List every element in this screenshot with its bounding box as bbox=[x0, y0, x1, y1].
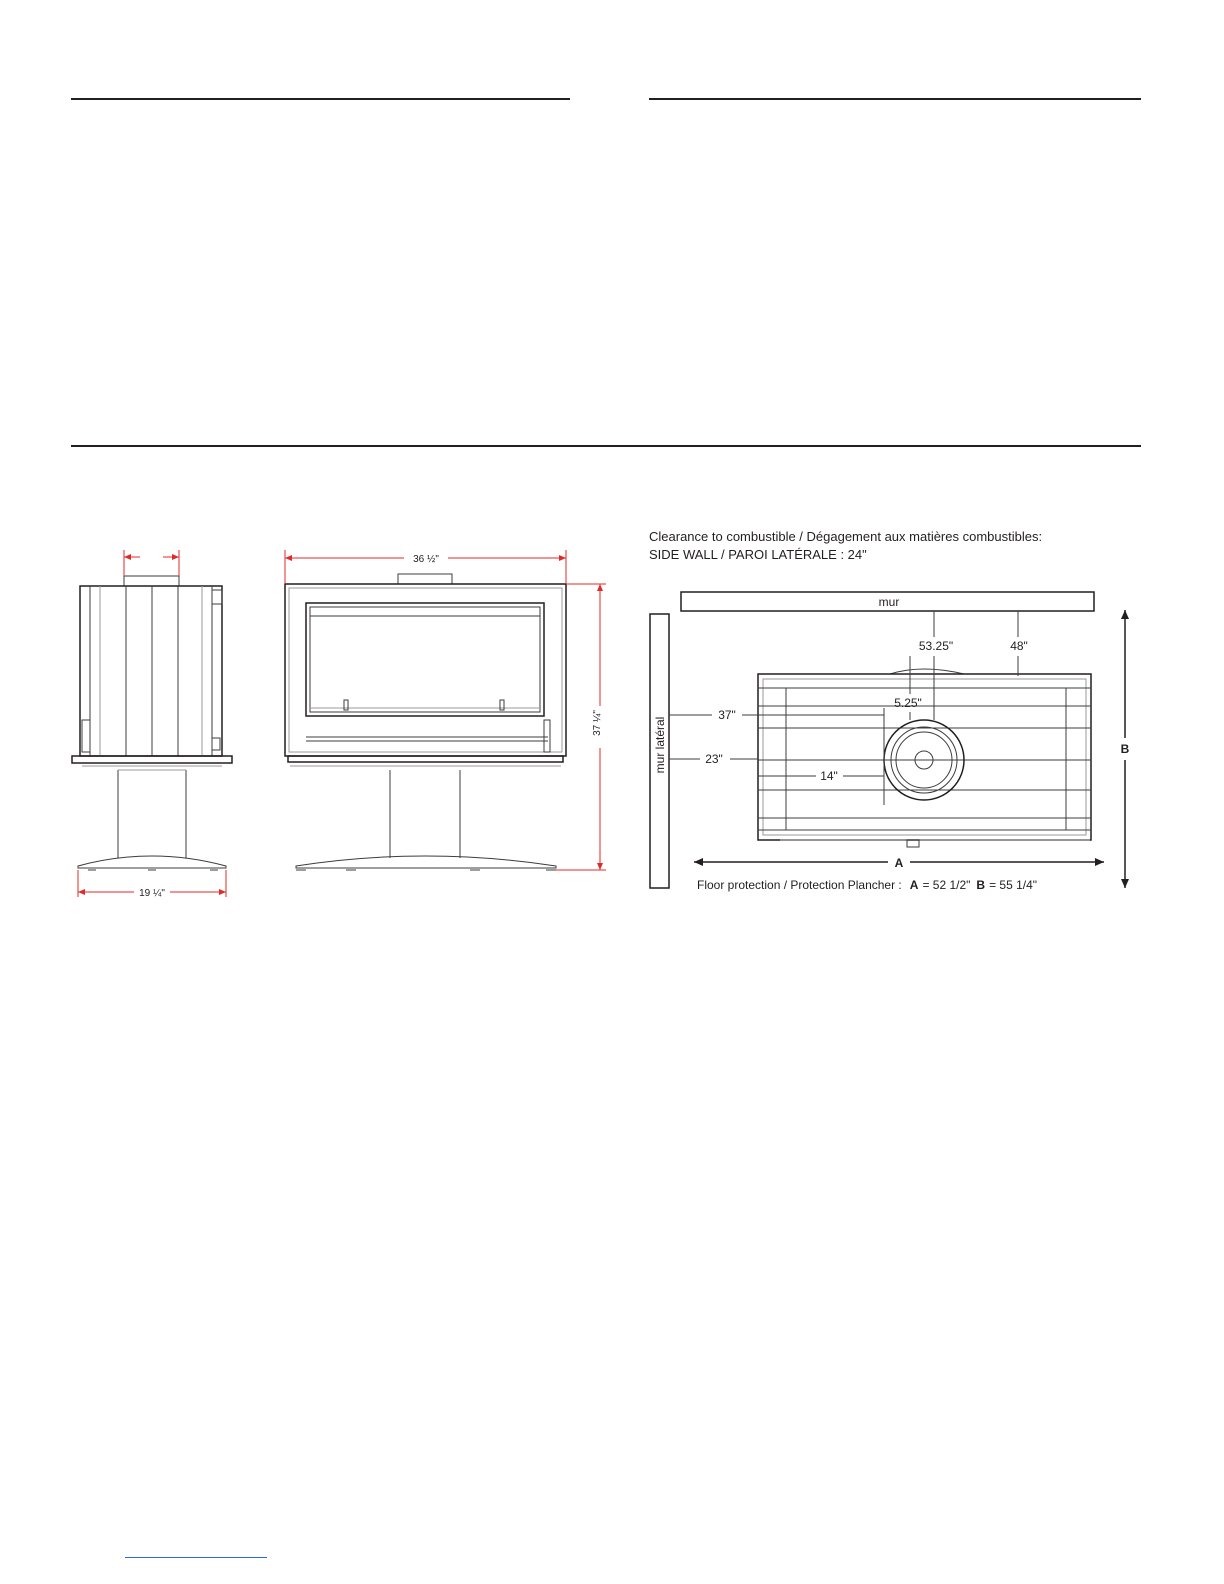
side-depth-label: 19 ¼" bbox=[139, 888, 165, 899]
plan-dimension-14 bbox=[758, 769, 884, 783]
arrow-b-label: B bbox=[1120, 742, 1130, 756]
svg-text:37": 37" bbox=[718, 708, 736, 722]
side-view-top-dimension bbox=[124, 550, 179, 576]
floor-protection-caption: Floor protection / Protection Plancher : A = 52 1/2" B = 55 1/4" bbox=[697, 878, 1038, 892]
front-width-label: 36 ½" bbox=[413, 554, 439, 565]
front-view-width-dimension bbox=[285, 550, 566, 584]
clearance-caption-line2: SIDE WALL / PAROI LATÉRALE : 24" bbox=[649, 547, 867, 562]
clearance-caption-line1: Clearance to combustible / Dégagement aux matières combustibles: bbox=[649, 529, 1043, 544]
svg-text:5.25": 5.25" bbox=[894, 696, 922, 710]
front-view-height-dimension bbox=[556, 584, 606, 870]
plan-dimension-48 bbox=[1010, 611, 1028, 676]
plan-dimension-53 bbox=[919, 611, 953, 720]
floor-width-arrow-a bbox=[694, 856, 1104, 870]
side-view-drawing bbox=[72, 576, 232, 870]
front-view-drawing bbox=[285, 574, 566, 870]
back-wall-label: mur bbox=[878, 595, 900, 609]
plan-dimension-23 bbox=[669, 752, 758, 766]
svg-text:48": 48" bbox=[1010, 639, 1028, 653]
front-height-label: 37 ¼" bbox=[592, 710, 603, 736]
floor-depth-arrow-b bbox=[1121, 610, 1130, 888]
svg-text:53.25": 53.25" bbox=[918, 639, 954, 653]
side-view-depth-dimension bbox=[78, 870, 226, 899]
svg-text:23": 23" bbox=[705, 752, 723, 766]
footer-link-underline[interactable] bbox=[125, 1557, 267, 1558]
plan-view-drawing bbox=[650, 592, 1094, 888]
svg-text:14": 14" bbox=[820, 769, 838, 783]
arrow-a-label: A bbox=[894, 856, 904, 870]
side-wall-label: mur latéral bbox=[653, 716, 667, 774]
